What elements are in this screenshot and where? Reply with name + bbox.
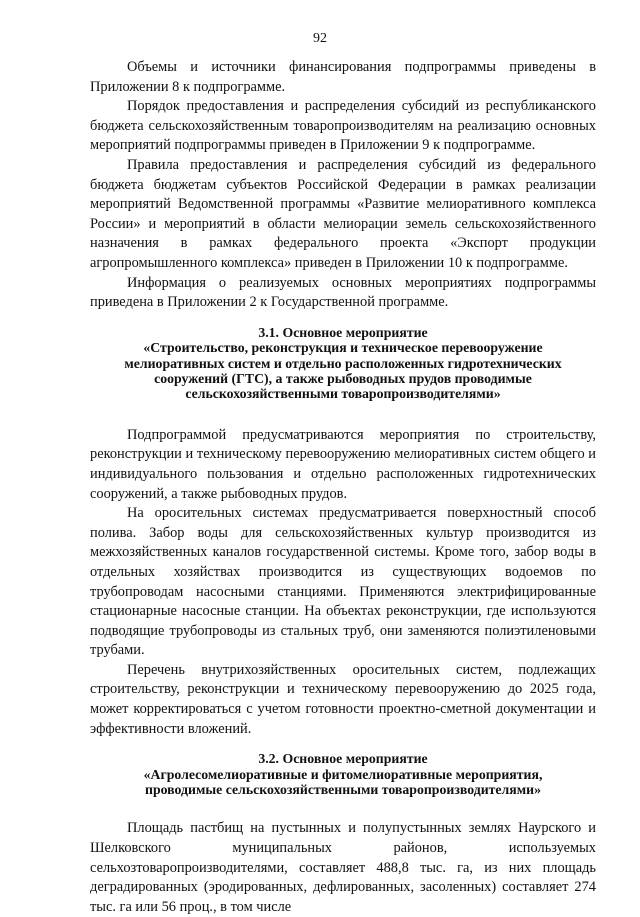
heading-line: проводимые сельскохозяйственными товаропроизводителями»	[145, 782, 541, 798]
heading-line: 3.2. Основное мероприятие	[258, 751, 428, 767]
heading-line: сооружений (ГТС), а также рыбоводных прудов проводимые	[154, 370, 532, 386]
section-3-1-heading	[90, 325, 596, 402]
document-body	[90, 58, 596, 917]
paragraph-appendix-info: Информация о реализуемых основных мероприятиях подпрограммы приведена в Приложении 2 к Государственной программе.	[90, 274, 596, 311]
heading-line: «Агролесомелиоративные и фитомелиоративные мероприятия,	[143, 766, 543, 782]
paragraph-systems-list: Перечень внутрихозяйственных оросительных систем, подлежащих строительству, реконструкции и техническому перевооружению до 2025 года, может корректироваться с учетом готовности проектно-сметной документации и эффективности вложений.	[90, 661, 596, 737]
paragraph-construction: Подпрограммой предусматриваются мероприятия по строительству, реконструкции и техническому перевооружению мелиоративных систем общего и индивидуального пользования и отдельно расположенных гидротехнических сооружений, а также рыбоводных прудов.	[90, 426, 596, 502]
heading-line: сельскохозяйственными товаропроизводителями»	[185, 386, 501, 402]
paragraph-federal-rules: Правила предоставления и распределения субсидий из федерального бюджета бюджетам субъектов Российской Федерации в рамках реализации мероприятий Ведомственной программы «Развитие мелиоративного комплекса России» и мероприятий в области мелиорации земель сельскохозяйственного назначения в рамках федерального проекта «Экспорт продукции агропромышленного комплекса» приведен в Приложении 10 к подпрограмме.	[90, 156, 596, 271]
section-3-2-heading	[90, 751, 596, 797]
paragraph-subsidy-procedure: Порядок предоставления и распределения субсидий из республиканского бюджета сельскохозяйственным товаропроизводителям на реализацию основных мероприятий подпрограммы приведен в Приложении 9 к подпрограмме.	[90, 98, 596, 154]
heading-line: мелиоративных систем и отдельно расположенных гидротехнических	[124, 355, 562, 371]
heading-line: «Строительство, реконструкция и техническое перевооружение	[143, 340, 543, 356]
page-number: 92	[313, 31, 327, 46]
paragraph-irrigation: На оросительных системах предусматривается поверхностный способ полива. Забор воды для сельскохозяйственных культур производится из межхозяйственных каналов государственной системы. Кроме того, забор воды в отдельных хозяйствах производится из существующих водоемов по трубопроводам насосными станциями. Применяются электрифицированные стационарные насосные станции. На объектах реконструкции, где используются подводящие трубопроводы из стальных труб, они заменяются полиэтиленовыми трубами.	[90, 505, 596, 659]
heading-line: 3.1. Основное мероприятие	[258, 324, 428, 340]
paragraph-financing: Объемы и источники финансирования подпрограммы приведены в Приложении 8 к подпрограмме.	[90, 59, 596, 95]
paragraph-pastures: Площадь пастбищ на пустынных и полупустынных землях Наурского и Шелковского муниципальных районов, используемых сельхозтоваропроизводителями, составляет 488,8 тыс. га, из них площадь деградированных (эродированных, дефлированных, засоленных) составляет 274 тыс. га или 56 проц., в том числе	[90, 820, 596, 915]
